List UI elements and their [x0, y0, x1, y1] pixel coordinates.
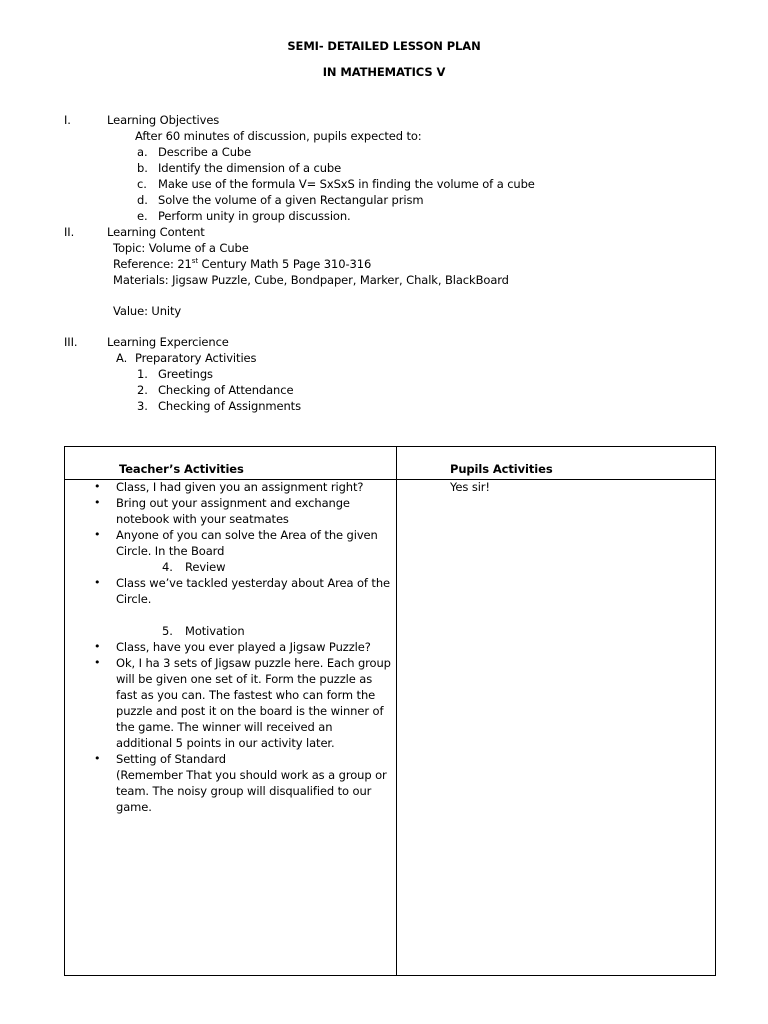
activity-text: Checking of Attendance [158, 383, 294, 397]
teacher-line: Anyone of you can solve the Area of the given [116, 528, 378, 542]
bullet-icon: • [94, 656, 101, 669]
section2-numeral: II. [64, 225, 75, 239]
teacher-line: Circle. [116, 592, 152, 606]
bullet-icon: • [94, 480, 101, 493]
value-line: Value: Unity [113, 304, 182, 318]
teacher-line: team. The noisy group will disqualified to our [116, 784, 372, 798]
motivation-marker: 5. [162, 624, 173, 638]
objective-marker: c. [137, 177, 147, 191]
objective-text: Make use of the formula V= SxSxS in finding the volume of a cube [158, 177, 535, 191]
bullet-icon: • [94, 496, 101, 509]
teacher-line: (Remember That you should work as a group or [116, 768, 387, 782]
teacher-line: Bring out your assignment and exchange [116, 496, 350, 510]
teacher-line: notebook with your seatmates [116, 512, 289, 526]
document-title: SEMI- DETAILED LESSON PLAN [287, 39, 481, 53]
activity-marker: 1. [137, 367, 148, 381]
section2-heading: Learning Content [107, 225, 205, 239]
section3-numeral: III. [64, 335, 78, 349]
objective-text: Perform unity in group discussion. [158, 209, 351, 223]
reference-line: Reference: 21st Century Math 5 Page 310-316 [113, 257, 372, 271]
objective-text: Identify the dimension of a cube [158, 161, 342, 175]
teacher-line: fast as you can. The fastest who can form the [116, 688, 376, 702]
pupil-response: Yes sir! [450, 480, 490, 494]
teacher-line: game. [116, 800, 152, 814]
objective-marker: e. [137, 209, 148, 223]
activity-text: Checking of Assignments [158, 399, 301, 413]
objective-text: Solve the volume of a given Rectangular prism [158, 193, 424, 207]
sub-section-marker: A. [116, 351, 128, 365]
teacher-line: will be given one set of it. Form the puzzle as [116, 672, 373, 686]
teacher-line: puzzle and post it on the board is the winner of [116, 704, 384, 718]
section1-heading: Learning Objectives [107, 113, 220, 127]
review-label: Review [185, 560, 226, 574]
bullet-icon: • [94, 528, 101, 541]
teacher-line: Class, have you ever played a Jigsaw Puzzle? [116, 640, 371, 654]
section1-intro: After 60 minutes of discussion, pupils expected to: [135, 129, 422, 143]
activity-text: Greetings [158, 367, 213, 381]
materials-line: Materials: Jigsaw Puzzle, Cube, Bondpaper, Marker, Chalk, BlackBoard [113, 273, 509, 287]
bullet-icon: • [94, 752, 101, 765]
objective-marker: d. [137, 193, 148, 207]
sub-section-heading: Preparatory Activities [135, 351, 257, 365]
objective-text: Describe a Cube [158, 145, 252, 159]
bullet-icon: • [94, 576, 101, 589]
teacher-line: Setting of Standard [116, 752, 226, 766]
document-subtitle: IN MATHEMATICS V [322, 65, 446, 79]
teacher-line: Circle. In the Board [116, 544, 225, 558]
activity-marker: 3. [137, 399, 148, 413]
teacher-line: the game. The winner will received an [116, 720, 333, 734]
objective-marker: a. [137, 145, 148, 159]
activity-marker: 2. [137, 383, 148, 397]
objective-marker: b. [137, 161, 148, 175]
review-marker: 4. [162, 560, 173, 574]
section3-heading: Learning Expercience [107, 335, 229, 349]
bullet-icon: • [94, 640, 101, 653]
teacher-line: additional 5 points in our activity later. [116, 736, 335, 750]
motivation-label: Motivation [185, 624, 245, 638]
teacher-line: Ok, I ha 3 sets of Jigsaw puzzle here. Each group [116, 656, 391, 670]
activities-table [64, 446, 716, 976]
table-column-divider [396, 447, 397, 975]
teacher-line: Class, I had given you an assignment right? [116, 480, 364, 494]
section1-numeral: I. [64, 113, 71, 127]
teacher-line: Class we’ve tackled yesterday about Area of the [116, 576, 391, 590]
pupils-activities-header: Pupils Activities [450, 462, 553, 476]
topic-line: Topic: Volume of a Cube [113, 241, 249, 255]
teacher-activities-header: Teacher’s Activities [119, 462, 244, 476]
